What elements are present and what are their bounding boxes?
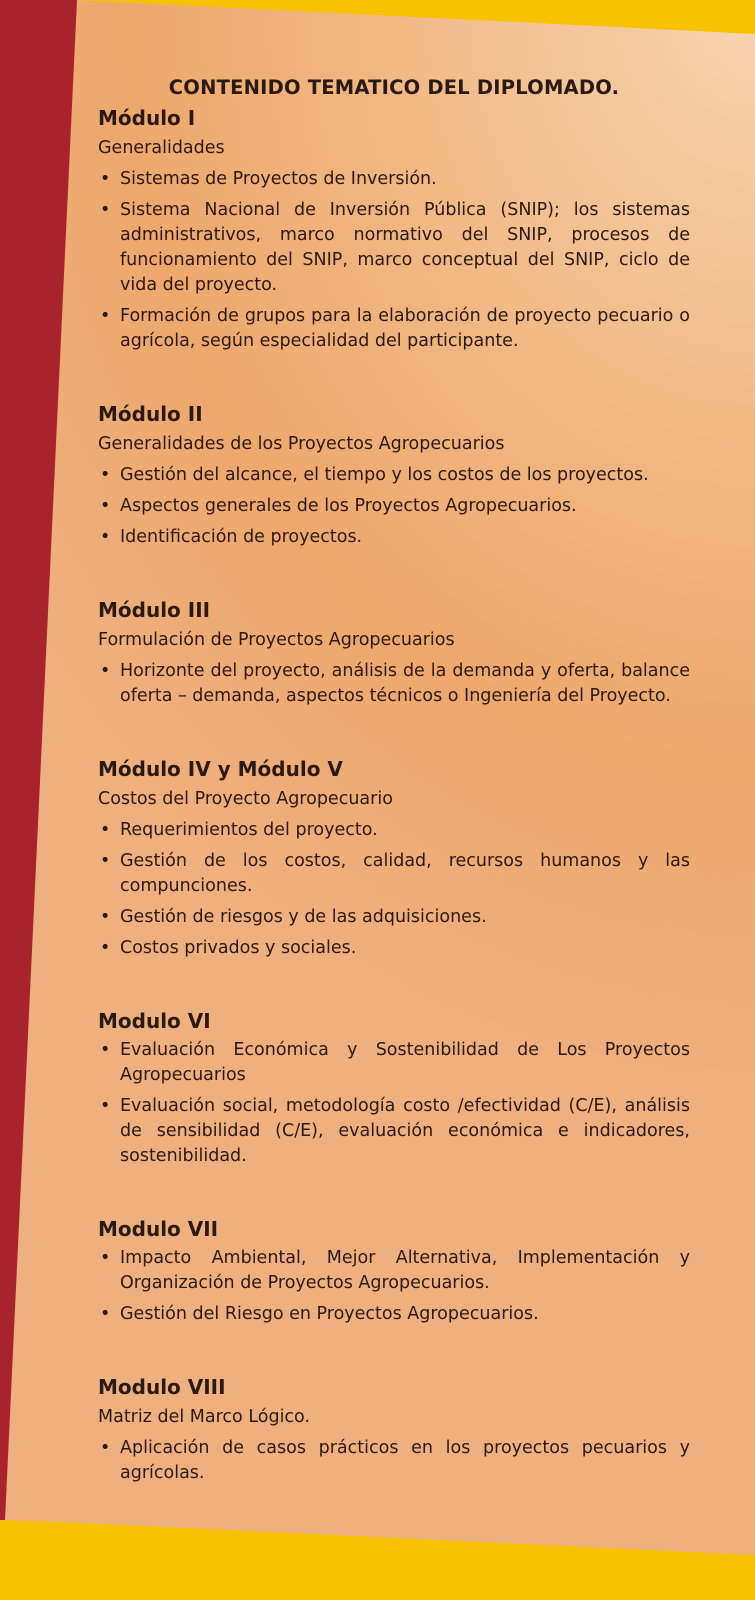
module-item-list bbox=[98, 1436, 690, 1486]
list-item-text: Aplicación de casos prácticos en los proyectos pecuarios y agrícolas. bbox=[120, 1438, 690, 1483]
module-title: Módulo I bbox=[98, 106, 196, 130]
list-item-text: Aspectos generales de los Proyectos Agropecuarios. bbox=[120, 496, 577, 516]
module-title: Módulo III bbox=[98, 598, 211, 622]
module-subtitle: Matriz del Marco Lógico. bbox=[98, 1407, 311, 1427]
bullet-icon: • bbox=[100, 306, 111, 326]
list-item bbox=[98, 659, 690, 709]
bullet-icon: • bbox=[100, 1040, 111, 1060]
bullet-icon: • bbox=[100, 661, 111, 681]
module-subtitle: Generalidades de los Proyectos Agropecuarios bbox=[98, 434, 505, 454]
module-subtitle: Formulación de Proyectos Agropecuarios bbox=[98, 630, 455, 650]
bullet-icon: • bbox=[100, 851, 111, 871]
module-item-list bbox=[98, 167, 690, 354]
module-3 bbox=[98, 596, 690, 709]
list-item-text: Sistema Nacional de Inversión Pública (SNIP); los sistemas administrativos, marco normativo del SNIP, procesos de funcionamiento del SNIP, marco conceptual del SNIP, ciclo de vida del proyecto. bbox=[120, 200, 690, 295]
list-item-text: Evaluación social, metodología costo /efectividad (C/E), análisis de sensibilidad (C/E), evaluación económica e indicadores, sostenibilidad. bbox=[120, 1096, 690, 1166]
list-item-text: Gestión de los costos, calidad, recursos humanos y las compunciones. bbox=[120, 851, 690, 896]
bullet-icon: • bbox=[100, 1248, 111, 1268]
bullet-icon: • bbox=[100, 1304, 111, 1324]
bullet-icon: • bbox=[100, 938, 111, 958]
module-2 bbox=[98, 400, 690, 550]
list-item bbox=[98, 1246, 690, 1296]
list-item bbox=[98, 905, 690, 930]
list-item bbox=[98, 304, 690, 354]
list-item-text: Formación de grupos para la elaboración de proyecto pecuario o agrícola, según especialidad del participante. bbox=[120, 306, 690, 351]
list-item bbox=[98, 198, 690, 298]
list-item bbox=[98, 1094, 690, 1169]
module-item-list bbox=[98, 818, 690, 961]
list-item bbox=[98, 1302, 690, 1327]
list-item bbox=[98, 494, 690, 519]
bullet-icon: • bbox=[100, 1438, 111, 1458]
left-red-band bbox=[0, 0, 77, 1520]
module-8 bbox=[98, 1373, 690, 1486]
list-item-text: Gestión del alcance, el tiempo y los costos de los proyectos. bbox=[120, 465, 649, 485]
list-item bbox=[98, 525, 690, 550]
module-item-list bbox=[98, 463, 690, 550]
bullet-icon: • bbox=[100, 200, 111, 220]
list-item-text: Identificación de proyectos. bbox=[120, 527, 363, 547]
module-4-5 bbox=[98, 755, 690, 961]
module-title: Modulo VI bbox=[98, 1009, 211, 1033]
module-title: Modulo VII bbox=[98, 1217, 219, 1241]
module-title: Módulo II bbox=[98, 402, 203, 426]
bullet-icon: • bbox=[100, 465, 111, 485]
list-item bbox=[98, 849, 690, 899]
bottom-yellow-band bbox=[0, 1520, 755, 1600]
list-item-text: Evaluación Económica y Sostenibilidad de Los Proyectos Agropecuarios bbox=[120, 1040, 690, 1085]
list-item-text: Horizonte del proyecto, análisis de la demanda y oferta, balance oferta – demanda, aspectos técnicos o Ingeniería del Proyecto. bbox=[120, 661, 690, 706]
list-item-text: Gestión del Riesgo en Proyectos Agropecuarios. bbox=[120, 1304, 539, 1324]
module-1 bbox=[98, 104, 690, 354]
list-item-text: Impacto Ambiental, Mejor Alternativa, Implementación y Organización de Proyectos Agropecuarios. bbox=[120, 1248, 690, 1293]
list-item-text: Costos privados y sociales. bbox=[120, 938, 357, 958]
document-body bbox=[98, 76, 690, 1492]
top-yellow-band bbox=[62, 0, 755, 34]
bullet-icon: • bbox=[100, 907, 111, 927]
list-item bbox=[98, 1038, 690, 1088]
module-6 bbox=[98, 1007, 690, 1169]
module-subtitle: Generalidades bbox=[98, 138, 225, 158]
list-item-text: Sistemas de Proyectos de Inversión. bbox=[120, 169, 437, 189]
bullet-icon: • bbox=[100, 820, 111, 840]
bullet-icon: • bbox=[100, 496, 111, 516]
bullet-icon: • bbox=[100, 169, 111, 189]
list-item bbox=[98, 936, 690, 961]
bullet-icon: • bbox=[100, 1096, 111, 1116]
list-item-text: Requerimientos del proyecto. bbox=[120, 820, 378, 840]
module-7 bbox=[98, 1215, 690, 1327]
module-title: Modulo VIII bbox=[98, 1375, 226, 1399]
list-item bbox=[98, 463, 690, 488]
document-title: CONTENIDO TEMATICO DEL DIPLOMADO. bbox=[168, 76, 620, 99]
module-item-list bbox=[98, 659, 690, 709]
module-subtitle: Costos del Proyecto Agropecuario bbox=[98, 789, 393, 809]
list-item bbox=[98, 167, 690, 192]
list-item bbox=[98, 1436, 690, 1486]
bullet-icon: • bbox=[100, 527, 111, 547]
module-title: Módulo IV y Módulo V bbox=[98, 757, 343, 781]
module-item-list bbox=[98, 1038, 690, 1169]
module-item-list bbox=[98, 1246, 690, 1327]
list-item bbox=[98, 818, 690, 843]
list-item-text: Gestión de riesgos y de las adquisiciones. bbox=[120, 907, 487, 927]
